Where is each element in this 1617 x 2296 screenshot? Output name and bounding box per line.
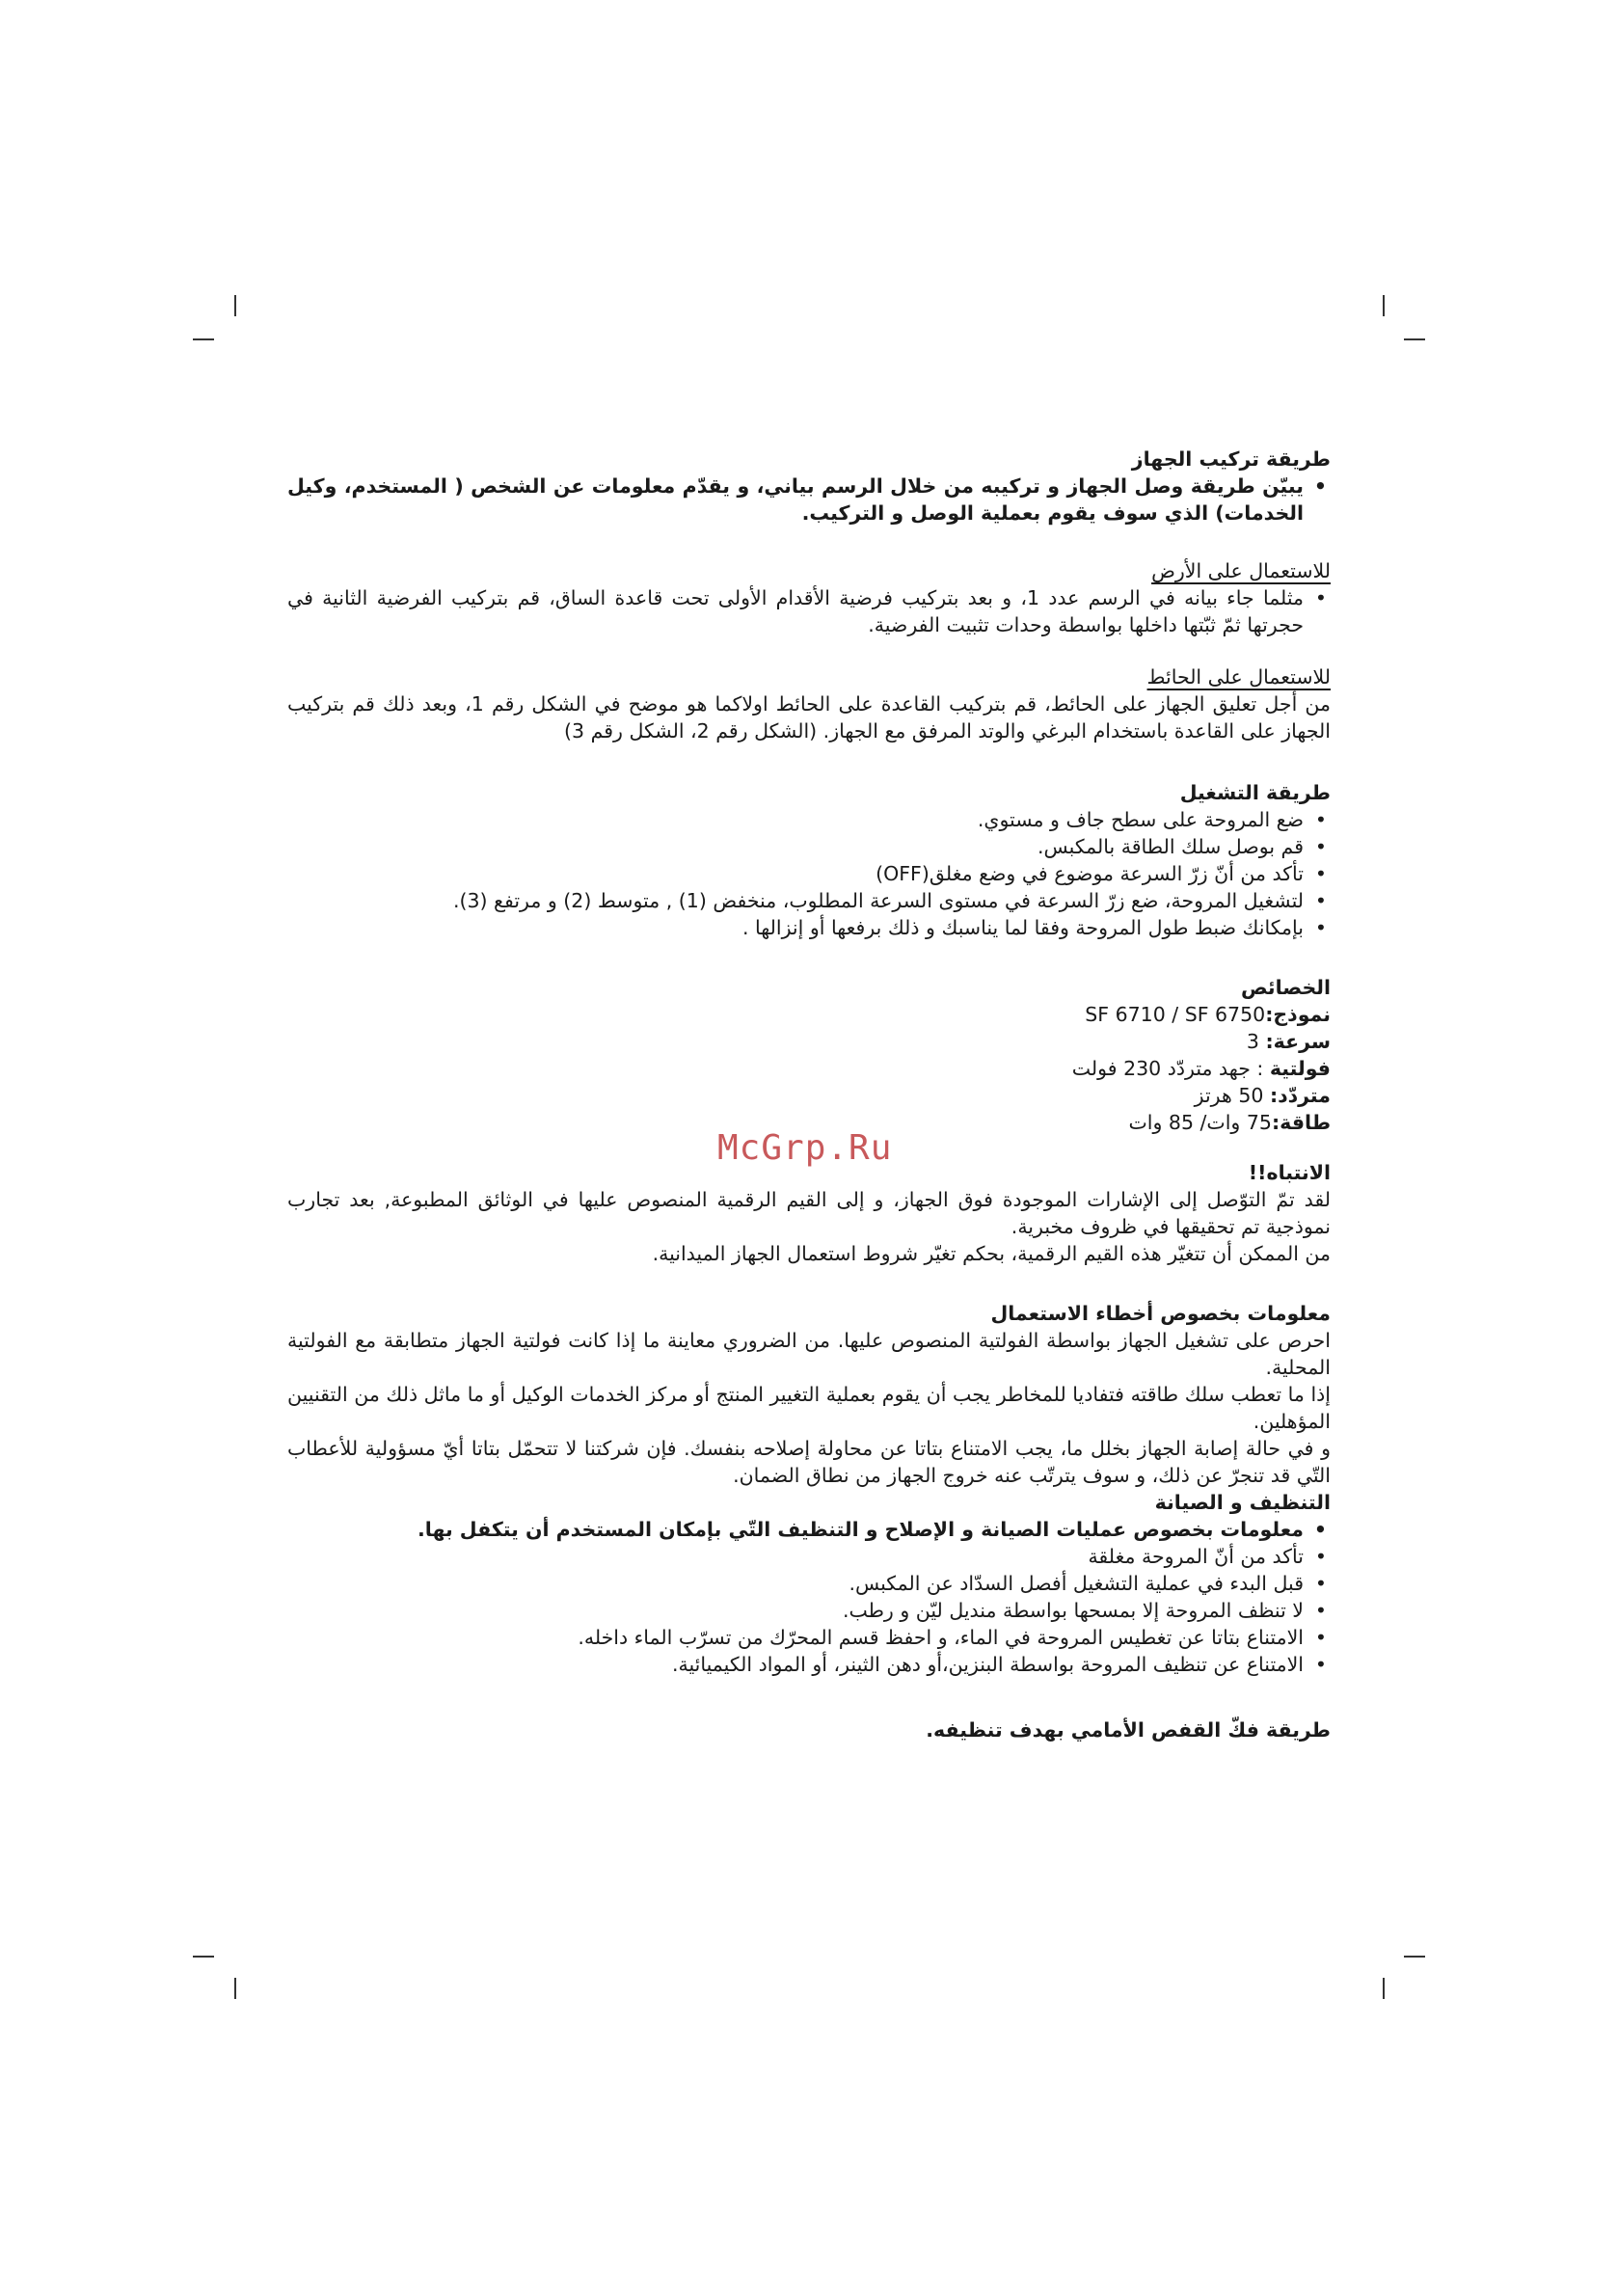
spec-voltage-value: : جهد متردّد 230 فولت (1071, 1057, 1264, 1080)
spec-frequency-value: 50 هرتز (1194, 1084, 1264, 1107)
spec-model-value: SF 6710 / SF 6750 (1085, 1003, 1266, 1026)
crop-mark-bottom-right-horizontal (1404, 1956, 1425, 1958)
spec-power (287, 1109, 1331, 1136)
cleaning-title: التنظيف و الصيانة (1154, 1491, 1331, 1514)
cleaning-item: • الامتناع عن تنظيف المروحة بواسطة البنزين،أو دهن الثينر، أو المواد الكيميائية. (287, 1651, 1331, 1678)
spec-voltage-label: فولتية (1269, 1057, 1331, 1080)
front-grill-title: طريقة فكّ القفص الأمامي بهدف تنظيفه. (926, 1718, 1331, 1742)
wall-text: من أجل تعليق الجهاز على الحائط، قم بتركيب القاعدة على الحائط اولاكما هو موضح في الشكل رقم 1، وبعد ذلك قم بتركيب الجهاز على القاعدة باستخدام البرغي والوتد المرفق مع الجهاز. (الشكل رقم 2، الشكل رقم 3) (287, 692, 1331, 743)
operation-item: • لتشغيل المروحة، ضع زرّ السرعة في مستوى السرعة المطلوب، منخفض (1) , متوسط (2) و مرتفع (3). (287, 887, 1331, 914)
operation-title: طريقة التشغيل (1179, 781, 1331, 804)
spec-power-value: 75 وات/ 85 وات (1128, 1111, 1272, 1134)
cleaning-list (287, 1516, 1331, 1678)
spec-model-label: نموذج: (1265, 1003, 1331, 1026)
spec-frequency (287, 1082, 1331, 1109)
crop-mark-top-right-vertical (1383, 295, 1385, 316)
wall-title: للاستعمال على الحائط (1146, 665, 1331, 689)
misuse-paragraph-3: و في حالة إصابة الجهاز بخلل ما، يجب الامتناع بتاتا عن محاولة إصلاحه بنفسك. فإن شركتنا لا تتحمّل بتاتا أيّ مسؤولية للأعطاب التّي قد تنجرّ عن ذلك، و سوف يترتّب عنه خروج الجهاز من نطاق الضمان. (287, 1437, 1331, 1487)
floor-list (287, 584, 1331, 638)
operation-list (287, 806, 1331, 941)
crop-mark-top-left-vertical (234, 295, 236, 316)
crop-mark-bottom-left-horizontal (193, 1956, 214, 1958)
spec-frequency-label: متردّد: (1269, 1084, 1331, 1107)
crop-mark-bottom-right-vertical (1383, 1978, 1385, 1999)
install-list (287, 473, 1331, 527)
spec-model (287, 1001, 1331, 1028)
spec-speed (287, 1028, 1331, 1055)
cleaning-item: • لا تنظف المروحة إلا بمسحها بواسطة منديل ليّن و رطب. (287, 1597, 1331, 1624)
floor-bullet: • مثلما جاء بيانه في الرسم عدد 1، و بعد بتركيب فرضية الأقدام الأولى تحت قاعدة الساق، قم بتركيب الفرضية الثانية في حجرتها ثمّ ثبّتها داخلها بواسطة وحدات تثبيت الفرضية. (287, 584, 1331, 638)
misuse-paragraph-2: إذا ما تعطب سلك طاقته فتفاديا للمخاطر يجب أن يقوم بعملية التغيير المنتج أو مركز الخدمات الوكيل أو ما ماثل ذلك من التقنيين المؤهلين. (287, 1383, 1331, 1433)
spec-speed-value: 3 (1246, 1030, 1259, 1053)
operation-item: • بإمكانك ضبط طول المروحة وفقا لما يناسبك و ذلك برفعها أو إنزالها . (287, 914, 1331, 941)
crop-mark-top-left-horizontal (193, 338, 214, 340)
cleaning-item: • قبل البدء في عملية التشغيل أفصل السدّاد عن المكبس. (287, 1570, 1331, 1597)
specs-title: الخصائص (1240, 976, 1331, 999)
spec-voltage (287, 1055, 1331, 1082)
cleaning-item: • الامتناع بتاتا عن تغطيس المروحة في الماء، و احفظ قسم المحرّك من تسرّب الماء داخله. (287, 1624, 1331, 1651)
misuse-title: معلومات بخصوص أخطاء الاستعمال (990, 1302, 1331, 1325)
install-bullet: • يبيّن طريقة وصل الجهاز و تركيبه من خلال الرسم بياني، و يقدّم معلومات عن الشخص ( المستخدم، وكيل الخدمات) الذي سوف يقوم بعملية الوصل و التركيب. (287, 473, 1331, 527)
floor-title: للاستعمال على الأرض (1151, 559, 1331, 582)
attention-title: الانتباه!! (1248, 1161, 1331, 1184)
misuse-paragraph-1: احرص على تشغيل الجهاز بواسطة الفولتية المنصوص عليها. من الضروري معاينة ما إذا كانت فولتية الجهاز متطابقة مع الفولتية المحلية. (287, 1329, 1331, 1379)
attention-paragraph-2: من الممكن أن تتغيّر هذه القيم الرقمية، بحكم تغيّر شروط استعمال الجهاز الميدانية. (652, 1242, 1331, 1265)
watermark: McGrp.Ru (717, 1128, 893, 1168)
crop-mark-bottom-left-vertical (234, 1978, 236, 1999)
operation-item: • تأكد من أنّ زرّ السرعة موضوع في وضع مغلق(OFF) (287, 860, 1331, 887)
cleaning-item: • تأكد من أنّ المروحة مغلقة (287, 1543, 1331, 1570)
manual-page (287, 446, 1331, 1743)
cleaning-item: • معلومات بخصوص عمليات الصيانة و الإصلاح و التنظيف التّي بإمكان المستخدم أن يتكفل بها. (287, 1516, 1331, 1543)
spec-power-label: طاقة: (1271, 1111, 1331, 1134)
operation-item: • ضع المروحة على سطح جاف و مستوي. (287, 806, 1331, 833)
attention-paragraph-1: لقد تمّ التوّصل إلى الإشارات الموجودة فوق الجهاز، و إلى القيم الرقمية المنصوص عليها في الوثائق المطبوعة, بعد تجارب نموذجية تم تحقيقها في ظروف مخبرية. (287, 1188, 1331, 1238)
operation-item: • قم بوصل سلك الطاقة بالمكبس. (287, 833, 1331, 860)
crop-mark-top-right-horizontal (1404, 338, 1425, 340)
install-title: طريقة تركيب الجهاز (1131, 447, 1331, 471)
spec-speed-label: سرعة: (1265, 1030, 1331, 1053)
